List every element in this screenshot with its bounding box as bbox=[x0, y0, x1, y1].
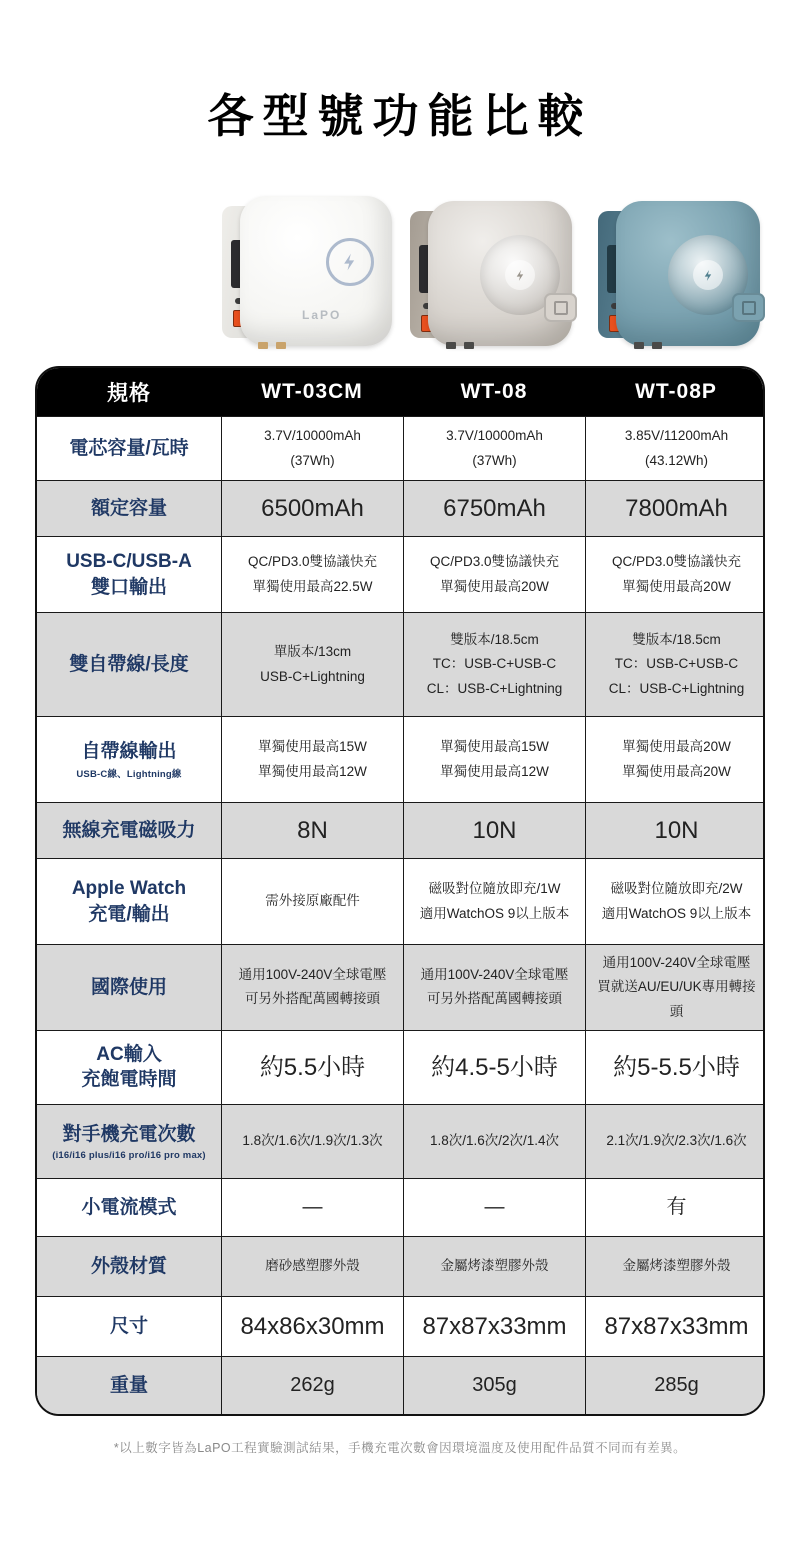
cable-flap bbox=[544, 293, 577, 322]
spec-row-label-text: 小電流模式 bbox=[81, 1196, 177, 1218]
spec-value-text: 3.7V/10000mAh bbox=[264, 428, 361, 444]
model-column-header: WT-08P bbox=[585, 368, 765, 416]
spec-value-text: 單獨使用最高12W bbox=[258, 763, 367, 779]
spec-value-cell bbox=[221, 1030, 403, 1104]
spec-value-cell bbox=[403, 858, 585, 944]
spec-value-cell bbox=[403, 1356, 585, 1414]
spec-value-cell bbox=[403, 612, 585, 716]
wireless-charge-icon bbox=[505, 260, 535, 290]
spec-row-label-text: 雙自帶線/長度 bbox=[69, 653, 189, 675]
spec-value-text: 10N bbox=[472, 816, 517, 844]
spec-row-label-text: 充飽電時間 bbox=[81, 1069, 177, 1091]
spec-value-text: (43.12Wh) bbox=[644, 452, 709, 468]
spec-value-cell bbox=[403, 1030, 585, 1104]
spec-value-cell bbox=[403, 536, 585, 612]
spec-value-cell bbox=[221, 1104, 403, 1178]
spec-value-text: 金屬烤漆塑膠外殼 bbox=[440, 1258, 549, 1274]
spec-row-label bbox=[37, 1030, 221, 1104]
spec-value-text: USB-C+Lightning bbox=[260, 668, 365, 684]
spec-value-text: QC/PD3.0雙協議快充 bbox=[429, 554, 560, 570]
spec-value-cell bbox=[221, 480, 403, 536]
spec-row-label-text: 重量 bbox=[109, 1374, 148, 1396]
spec-row-sublabel: USB-C線、Lightning線 bbox=[76, 769, 182, 781]
product-photo-wt-08 bbox=[410, 201, 572, 346]
spec-value-text: TC：USB-C+USB-C bbox=[432, 656, 557, 672]
spec-value-text: 可另外搭配萬國轉接頭 bbox=[427, 991, 562, 1007]
spec-value-text: 適用WatchOS 9以上版本 bbox=[419, 905, 570, 921]
spec-value-text: 有 bbox=[666, 1196, 687, 1219]
spec-row-label-text: 尺寸 bbox=[109, 1315, 148, 1337]
spec-row-label bbox=[37, 1236, 221, 1296]
spec-value-text: 金屬烤漆塑膠外殼 bbox=[622, 1258, 731, 1274]
spec-value-text: QC/PD3.0雙協議快充 bbox=[247, 554, 378, 570]
device-front-face bbox=[240, 196, 392, 346]
spec-value-text: 約5.5小時 bbox=[259, 1053, 366, 1081]
spec-value-text: 7800mAh bbox=[625, 494, 728, 522]
ac-prongs bbox=[652, 342, 662, 349]
spec-value-cell bbox=[585, 1030, 765, 1104]
spec-value-text: 262g bbox=[290, 1374, 335, 1397]
spec-row-label-text: 額定容量 bbox=[90, 497, 167, 519]
spec-row-label bbox=[37, 1296, 221, 1356]
spec-value-text: 單獨使用最高15W bbox=[440, 739, 549, 755]
spec-value-text: 買就送AU/EU/UK專用轉接頭 bbox=[597, 979, 756, 1019]
spec-value-text: 單獨使用最高12W bbox=[440, 763, 549, 779]
spec-value-cell bbox=[403, 1236, 585, 1296]
spec-value-cell bbox=[585, 1236, 765, 1296]
spec-value-cell bbox=[585, 1104, 765, 1178]
spec-value-cell bbox=[585, 716, 765, 802]
spec-value-cell bbox=[221, 1356, 403, 1414]
ac-prongs bbox=[464, 342, 474, 349]
model-column-header: WT-03CM bbox=[221, 368, 403, 416]
spec-value-cell bbox=[585, 1296, 765, 1356]
spec-value-text: 雙版本/18.5cm bbox=[450, 632, 539, 648]
spec-value-text: 87x87x33mm bbox=[604, 1312, 749, 1340]
spec-row-label bbox=[37, 716, 221, 802]
spec-value-cell bbox=[403, 1178, 585, 1236]
spec-value-cell bbox=[585, 536, 765, 612]
spec-value-text: 3.85V/11200mAh bbox=[624, 428, 729, 444]
spec-row-label-text: 外殼材質 bbox=[90, 1255, 167, 1277]
spec-value-text: 單版本/13cm bbox=[273, 644, 352, 660]
spec-value-cell bbox=[585, 612, 765, 716]
spec-value-cell bbox=[403, 480, 585, 536]
spec-value-cell bbox=[221, 802, 403, 858]
spec-value-text: 需外接原廠配件 bbox=[265, 893, 360, 909]
spec-row-label bbox=[37, 480, 221, 536]
spec-value-text: 1.8次/1.6次/1.9次/1.3次 bbox=[242, 1133, 383, 1149]
spec-value-text: 87x87x33mm bbox=[422, 1312, 567, 1340]
spec-value-cell bbox=[403, 1296, 585, 1356]
model-column-header: WT-08 bbox=[403, 368, 585, 416]
spec-row-label bbox=[37, 802, 221, 858]
spec-value-text: 單獨使用最高22.5W bbox=[252, 578, 373, 594]
product-photo-wt-08p bbox=[598, 201, 760, 346]
spec-value-text: CL：USB-C+Lightning bbox=[608, 680, 745, 696]
spec-value-cell bbox=[585, 416, 765, 480]
ac-prongs bbox=[446, 342, 456, 349]
spec-value-cell bbox=[221, 1236, 403, 1296]
spec-value-cell bbox=[221, 944, 403, 1030]
spec-row-label-text: 電芯容量/瓦時 bbox=[69, 437, 189, 459]
spec-row-label bbox=[37, 1104, 221, 1178]
spec-row-label-text: 雙口輸出 bbox=[90, 576, 167, 598]
spec-value-cell bbox=[585, 944, 765, 1030]
spec-value-text: 1.8次/1.6次/2次/1.4次 bbox=[429, 1133, 560, 1149]
cable-flap bbox=[732, 293, 765, 322]
spec-value-text: 10N bbox=[654, 816, 699, 844]
page-title: 各型號功能比較 bbox=[207, 90, 593, 142]
spec-value-text: (37Wh) bbox=[290, 452, 335, 468]
device-front-face bbox=[428, 201, 572, 346]
spec-value-text: 通用100V-240V全球電壓 bbox=[420, 967, 569, 983]
spec-value-text: 雙版本/18.5cm bbox=[632, 632, 721, 648]
spec-value-text: 適用WatchOS 9以上版本 bbox=[601, 905, 752, 921]
spec-value-text: 單獨使用最高20W bbox=[440, 578, 549, 594]
spec-row-sublabel: (i16/i16 plus/i16 pro/i16 pro max) bbox=[52, 1149, 206, 1161]
spec-row-label bbox=[37, 536, 221, 612]
spec-row-label-text: 國際使用 bbox=[90, 976, 167, 998]
product-photo-wt-03cm bbox=[222, 196, 392, 346]
spec-value-text: — bbox=[302, 1196, 323, 1219]
spec-value-cell bbox=[221, 716, 403, 802]
spec-value-text: 磁吸對位隨放即充/1W bbox=[428, 881, 561, 897]
spec-value-text: 6750mAh bbox=[443, 494, 546, 522]
spec-row-label bbox=[37, 944, 221, 1030]
spec-value-text: 可另外搭配萬國轉接頭 bbox=[245, 991, 380, 1007]
ac-prongs bbox=[258, 342, 268, 349]
spec-value-text: 單獨使用最高20W bbox=[622, 763, 731, 779]
spec-value-text: 通用100V-240V全球電壓 bbox=[602, 955, 751, 970]
device-front-face bbox=[616, 201, 760, 346]
ac-prongs bbox=[276, 342, 286, 349]
spec-value-text: 磨砂感塑膠外殼 bbox=[265, 1258, 360, 1274]
spec-value-text: 3.7V/10000mAh bbox=[446, 428, 543, 444]
spec-value-text: (37Wh) bbox=[472, 452, 517, 468]
ac-prongs bbox=[634, 342, 644, 349]
brand-logo: LaPO bbox=[302, 308, 342, 322]
spec-value-text: CL：USB-C+Lightning bbox=[426, 680, 563, 696]
spec-value-text: 305g bbox=[472, 1374, 517, 1397]
spec-row-label bbox=[37, 612, 221, 716]
spec-row-label-text: 對手機充電次數 bbox=[62, 1124, 196, 1146]
spec-value-cell bbox=[585, 802, 765, 858]
spec-value-cell bbox=[221, 858, 403, 944]
spec-row-label bbox=[37, 858, 221, 944]
spec-value-text: 84x86x30mm bbox=[240, 1312, 385, 1340]
footnote: *以上數字皆為LaPO工程實驗測試結果，手機充電次數會因環境溫度及使用配件品質不同而有差異。 bbox=[113, 1440, 687, 1455]
spec-value-cell bbox=[585, 858, 765, 944]
spec-row-label bbox=[37, 416, 221, 480]
spec-value-cell bbox=[221, 416, 403, 480]
spec-row-label-text: Apple Watch bbox=[71, 877, 187, 899]
spec-value-cell bbox=[403, 944, 585, 1030]
spec-value-cell bbox=[221, 536, 403, 612]
wireless-charge-icon bbox=[326, 238, 374, 286]
wireless-charge-icon bbox=[693, 260, 723, 290]
spec-value-cell bbox=[585, 1178, 765, 1236]
spec-value-text: 磁吸對位隨放即充/2W bbox=[610, 881, 743, 897]
page-root bbox=[0, 80, 800, 1550]
spec-value-cell bbox=[403, 802, 585, 858]
spec-row-label-text: 無線充電磁吸力 bbox=[62, 819, 196, 841]
product-photos-row bbox=[0, 194, 800, 346]
spec-value-cell bbox=[585, 480, 765, 536]
spec-value-cell bbox=[403, 716, 585, 802]
spec-value-text: 通用100V-240V全球電壓 bbox=[238, 967, 387, 983]
spec-value-cell bbox=[221, 1296, 403, 1356]
spec-value-cell bbox=[403, 1104, 585, 1178]
spec-value-text: 8N bbox=[297, 816, 328, 844]
spec-value-text: — bbox=[484, 1196, 505, 1219]
spec-value-text: 單獨使用最高20W bbox=[622, 578, 731, 594]
spec-value-cell bbox=[585, 1356, 765, 1414]
spec-value-text: 2.1次/1.9次/2.3次/1.6次 bbox=[606, 1133, 747, 1149]
spec-value-text: 285g bbox=[654, 1374, 699, 1397]
spec-value-text: 約5-5.5小時 bbox=[613, 1053, 740, 1081]
spec-value-cell bbox=[403, 416, 585, 480]
spec-value-text: TC：USB-C+USB-C bbox=[614, 656, 739, 672]
spec-row-label-text: USB-C/USB-A bbox=[66, 550, 192, 572]
spec-row-label bbox=[37, 1178, 221, 1236]
spec-row-label-text: 充電/輸出 bbox=[88, 903, 170, 925]
spec-value-cell bbox=[221, 612, 403, 716]
spec-value-text: 單獨使用最高20W bbox=[622, 739, 731, 755]
spec-value-text: 約4.5-5小時 bbox=[431, 1053, 558, 1081]
spec-value-text: 6500mAh bbox=[261, 494, 364, 522]
spec-value-text: QC/PD3.0雙協議快充 bbox=[611, 554, 742, 570]
spec-row-label-text: 自帶線輸出 bbox=[81, 740, 177, 762]
spec-row-label bbox=[37, 1356, 221, 1414]
spec-value-cell bbox=[221, 1178, 403, 1236]
spec-column-header: 規格 bbox=[37, 368, 221, 416]
spec-value-text: 單獨使用最高15W bbox=[258, 739, 367, 755]
spec-comparison-table bbox=[35, 366, 765, 1416]
spec-row-label-text: AC輸入 bbox=[96, 1043, 162, 1065]
